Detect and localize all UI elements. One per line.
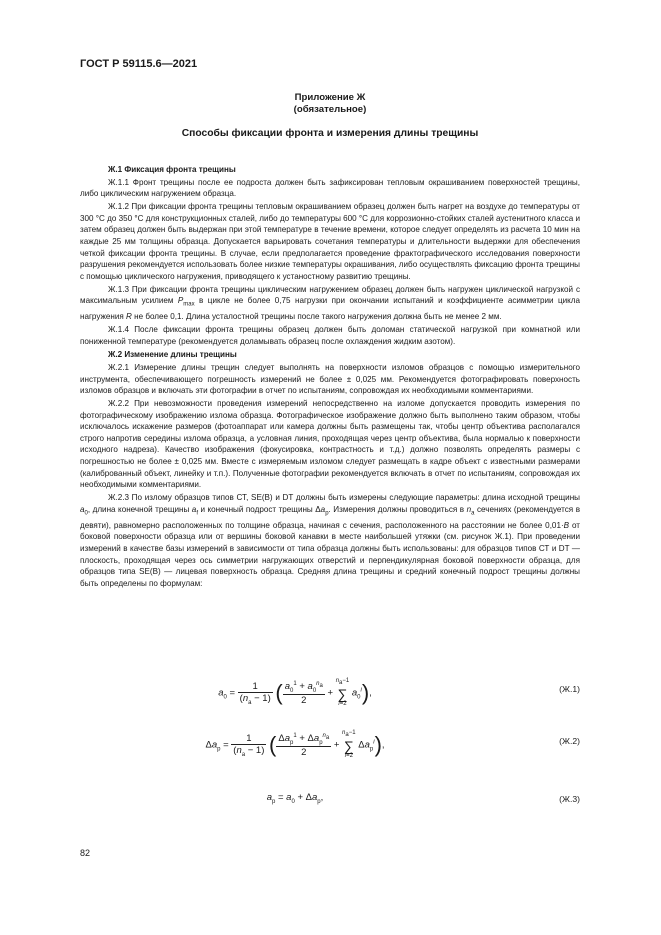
appendix-title: Приложение Ж [294,92,366,103]
page-number: 82 [80,848,91,858]
paragraph-2-2: Ж.2.2 При невозможности проведения измерений непосредственно на изломе допускается проводить измерения по фотографическому изображению излома образца. Фотографическое изображение должно быть выполнено таким образом, чтобы исключалось искажение размеров (фотоаппарат или камера должны быть размещены так, чтобы центр объектива располагался строго напротив середины излома образца, а условная линия, проходящая через центр объектива, была нормалью к поверхности исходного надреза). Качество изображения (фокусировка, контрастность и т.д.) должно позволять определять размеры с погрешностью не более ± 0,025 мм. Вместе с измеряемым изломом следует размещать в кадре объект с известными размерами (калиброванный объект, линейку и т.п.). Полученные фотографии рекомендуется включать в отчет по испытаниям, сопровождая их необходимыми комментариями. [80,399,580,490]
paragraph-1-1: Ж.1.1 Фронт трещины после ее подроста должен быть зафиксирован тепловым окрашиванием поверхностей трещины, либо циклическим нагружением образца. [80,177,580,199]
paragraph-2-3: Ж.2.3 По излому образцов типов СТ, SE(B) и DT должны быть измерены следующие параметры: длина исходной трещины $a_0$, длина конечной трещины $a_f$ и конечный подрост трещины $\Delta a_p$. Измерения должны проводиться в $n_a$ сечениях (рекомендуется в девяти), равномерно расположенных по толщине образца, начиная с сечения, расположенного на расстоянии не более 0,01·B от боковой поверхности образца или от вершины боковой канавки в месте наибольшей утяжки (см. рисунок Ж.1). При проведении измерений в качестве базы измерений в зависимости от типа образца должны быть использованы: для образцов типов СТ и DT — плоскость, проходящая через ось симметрии нагружающих отверстий и перпендикулярная боковой поверхности образца, для образцов типа SE(B) — лицевая поверхность образца. Средняя длина трещины и средний конечный подрост трещины должны быть определены по формулам: [80,492,581,588]
paragraph-1-3: Ж.1.3 При фиксации фронта трещины циклическим нагружением образец должен быть нагружен циклической нагрузкой с максимальным усилием $P_{max}$ в цикле не более 0,75 нагрузки при окончании испытаний и коэффициенте асимметрии цикла нагружения R не более 0,1. Длина усталостной трещины после такого нагружения должна быть не менее 2 мм. [80,284,580,322]
standard-header: ГОСТ Р 59115.6—2021 [80,58,198,70]
formula-1 [80,678,580,718]
formula-1-number: (Ж.1) [559,684,580,694]
formula-3-expression: $a_p = a_0 + \Delta a_p$, [266,792,324,805]
paragraph-1-2: Ж.1.2 При фиксации фронта трещины тепловым окрашиванием образец должен быть нагрет на воздухе до температуры от 300 °С до 350 °С для конструкционных сталей, либо до температуры 600 °С для коррозионно-стойких сталей аустенитного класса и затем образец должен быть выдержан при этой температуре в течение времени, которое следует определять из расчета 10 мин на каждые 25 мм толщины образца. Допускается варьировать сочетания температуры и длительности выдержки для обеспечения четкой фиксации фронта трещины. В случае, если предполагается проведение фрактографического исследования поверхности разрушения рекомендуется использовать более низкие температуры окрашивания, либо осуществлять фиксацию фронта трещины с помощью циклического нагружения, приводящего к устаностному развитию трещины. [80,202,580,281]
section-title: Способы фиксации фронта и измерения длины трещины [181,128,479,139]
appendix-status: (обязательное) [293,104,367,115]
formula-2-number: (Ж.2) [559,736,580,746]
subsection-heading-2: Ж.2 Изменение длины трещины [108,350,237,360]
paragraph-1-4: Ж.1.4 После фиксации фронта трещины образец должен быть доломан статической нагрузкой при комнатной или пониженной температуре (рекомендуется доламывать образец после охлаждения жидким азотом). [80,325,580,346]
formula-2 [80,730,580,770]
formula-1-expression: $a_0$ = $\frac{1}{(n_a - 1)}$ ( $\frac{a_0^1 + a_0^{n_a}}{2}$ + $n_a-1$ ∑ i=2 $a_0^i$), [218,678,372,708]
document-body [80,162,580,591]
formula-2-expression: $\Delta a_p$ = $\frac{1}{(n_a - 1)}$ ( $\frac{\Delta a_p^1 + \Delta a_p^{n_a}}{2}$ + $n_a-1$ ∑ i=2 $\Delta a_p^i$), [205,730,385,760]
formula-3 [80,792,580,814]
paragraph-2-1: Ж.2.1 Измерение длины трещин следует выполнять на поверхности изломов образцов с помощью измерительного инструмента, обеспечивающего погрешность измерений не более ± 0,025 мм. Рекомендуется фотографировать поверхность изломов образцов и включать эти фотографии в отчет по испытаниям, сопровождая их необходимыми комментариями. [80,363,580,396]
formula-3-number: (Ж.3) [559,794,580,804]
subsection-heading-1: Ж.1 Фиксация фронта трещины [108,165,236,174]
